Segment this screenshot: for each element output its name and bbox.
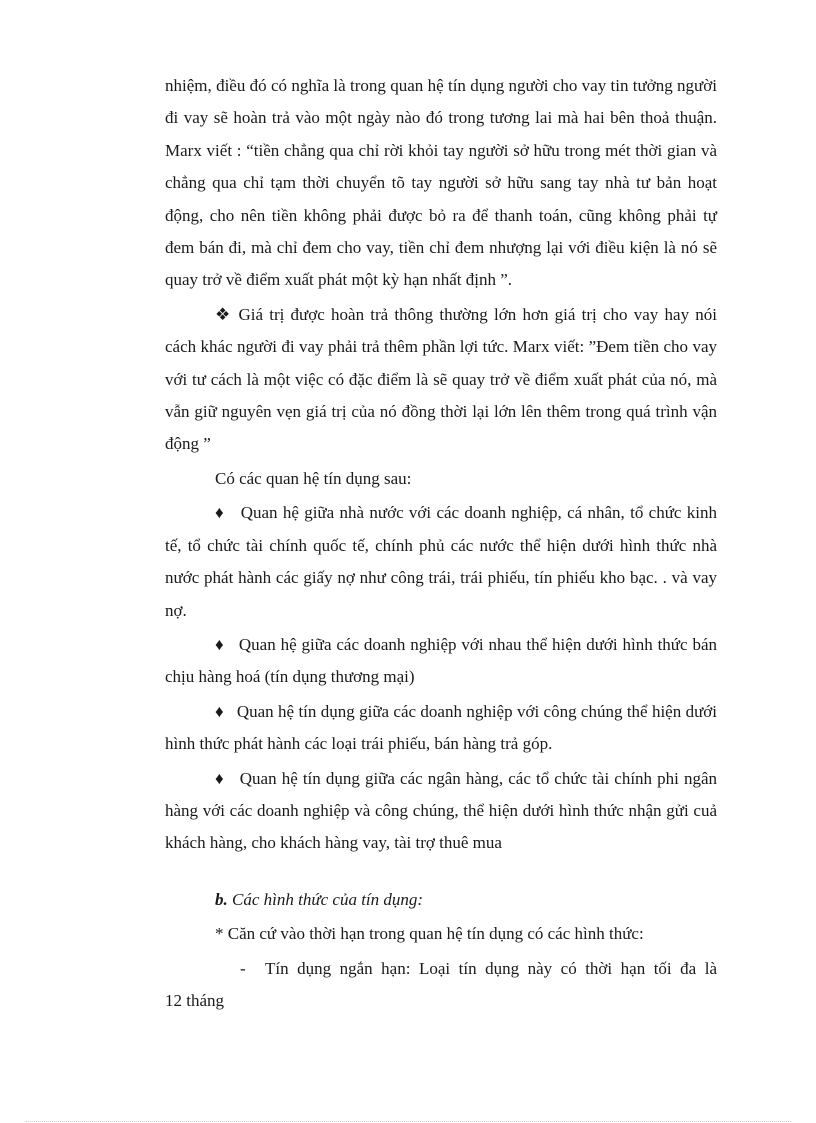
list-item-continuation: 12 tháng [165, 990, 225, 1010]
list-item-text: Tín dụng ngắn hạn: Loại tín dụng này có thời hạn tối đa là [265, 958, 717, 978]
list-item-public-relations [165, 696, 717, 761]
section-label: b. [215, 889, 228, 909]
list-item-text: Quan hệ tín dụng giữa các ngân hàng, các tổ chức tài chính phi ngân hàng với các doanh nghiệp và công chúng, thể hiện dưới hình thức nhận gửi cuả khách hàng, cho khách hàng vay, tài trợ thuê mua [165, 768, 717, 853]
diamond-bullet-icon: ♦ [215, 503, 225, 523]
list-item-text: Quan hệ tín dụng giữa các doanh nghiệp với công chúng thể hiện dưới hình thức phát hành các loại trái phiếu, bán hàng trả góp. [165, 701, 717, 754]
list-item-text: Quan hệ giữa nhà nước với các doanh nghiệp, cá nhân, tổ chức kinh tế, tổ chức tài chính quốc tế, chính phủ các nước thể hiện dưới hình thức nhà nước phát hành các giấy nợ như công trái, trái phiếu, tín phiếu kho bạc. . và vay nợ. [165, 503, 717, 620]
diamond-bullet-icon: ♦ [215, 701, 224, 721]
criteria-line: * Căn cứ vào thời hạn trong quan hệ tín dụng có các hình thức: [215, 924, 644, 944]
document-page [165, 70, 717, 1017]
diamond-bullet-icon: ♦ [215, 768, 225, 788]
list-item-short-term [165, 953, 717, 985]
list-item-enterprise-relations [165, 629, 717, 694]
section-heading [165, 884, 717, 916]
list-item-bank-relations [165, 763, 717, 860]
paragraph-credit-relations-intro: Có các quan hệ tín dụng sau: [215, 468, 412, 488]
page-bottom-divider [25, 1121, 791, 1122]
paragraph-text: Giá trị được hoàn trả thông thường lớn hơn giá trị cho vay hay nói cách khác người đi vay phải trả thêm phần lợi tức. Marx viết: ”Đem tiền cho vay với tư cách là một việc có đặc điểm là sẽ quay trở về điểm xuất phát của nó, mà vẫn giữ nguyên vẹn giá trị của nó đồng thời lại lớn lên thêm trong quá trình vận động ” [165, 304, 718, 454]
section-title: Các hình thức của tín dụng: [232, 889, 424, 909]
diamond-bullet-icon: ♦ [215, 634, 225, 654]
list-item-state-relations [165, 497, 717, 627]
diamond-bullet-icon: ❖ [215, 304, 233, 324]
list-item-text: Quan hệ giữa các doanh nghiệp với nhau thể hiện dưới hình thức bán chịu hàng hoá (tín dụng thương mại) [165, 634, 717, 687]
dash-bullet-icon: - [240, 958, 246, 978]
paragraph-interest-repayment [165, 299, 717, 461]
paragraph-credit-trust: nhiệm, điều đó có nghĩa là trong quan hệ tín dụng người cho vay tin tưởng người đi vay sẽ hoàn trả vào một ngày nào đó trong tương lai mà hai bên thoả thuận. Marx viết : “tiền chẳng qua chỉ rời khỏi tay người sở hữu trong mét thời gian và chẳng qua chỉ tạm thời chuyển tõ tay người sở hữu sang tay nhà tư bản hoạt động, cho nên tiền không phải được bỏ ra để thanh toán, cũng không phải tự đem bán đi, mà chỉ đem cho vay, tiền chỉ đem nhượng lại với điều kiện là nó sẽ quay trở về điểm xuất phát một kỳ hạn nhất định ”. [165, 76, 717, 290]
